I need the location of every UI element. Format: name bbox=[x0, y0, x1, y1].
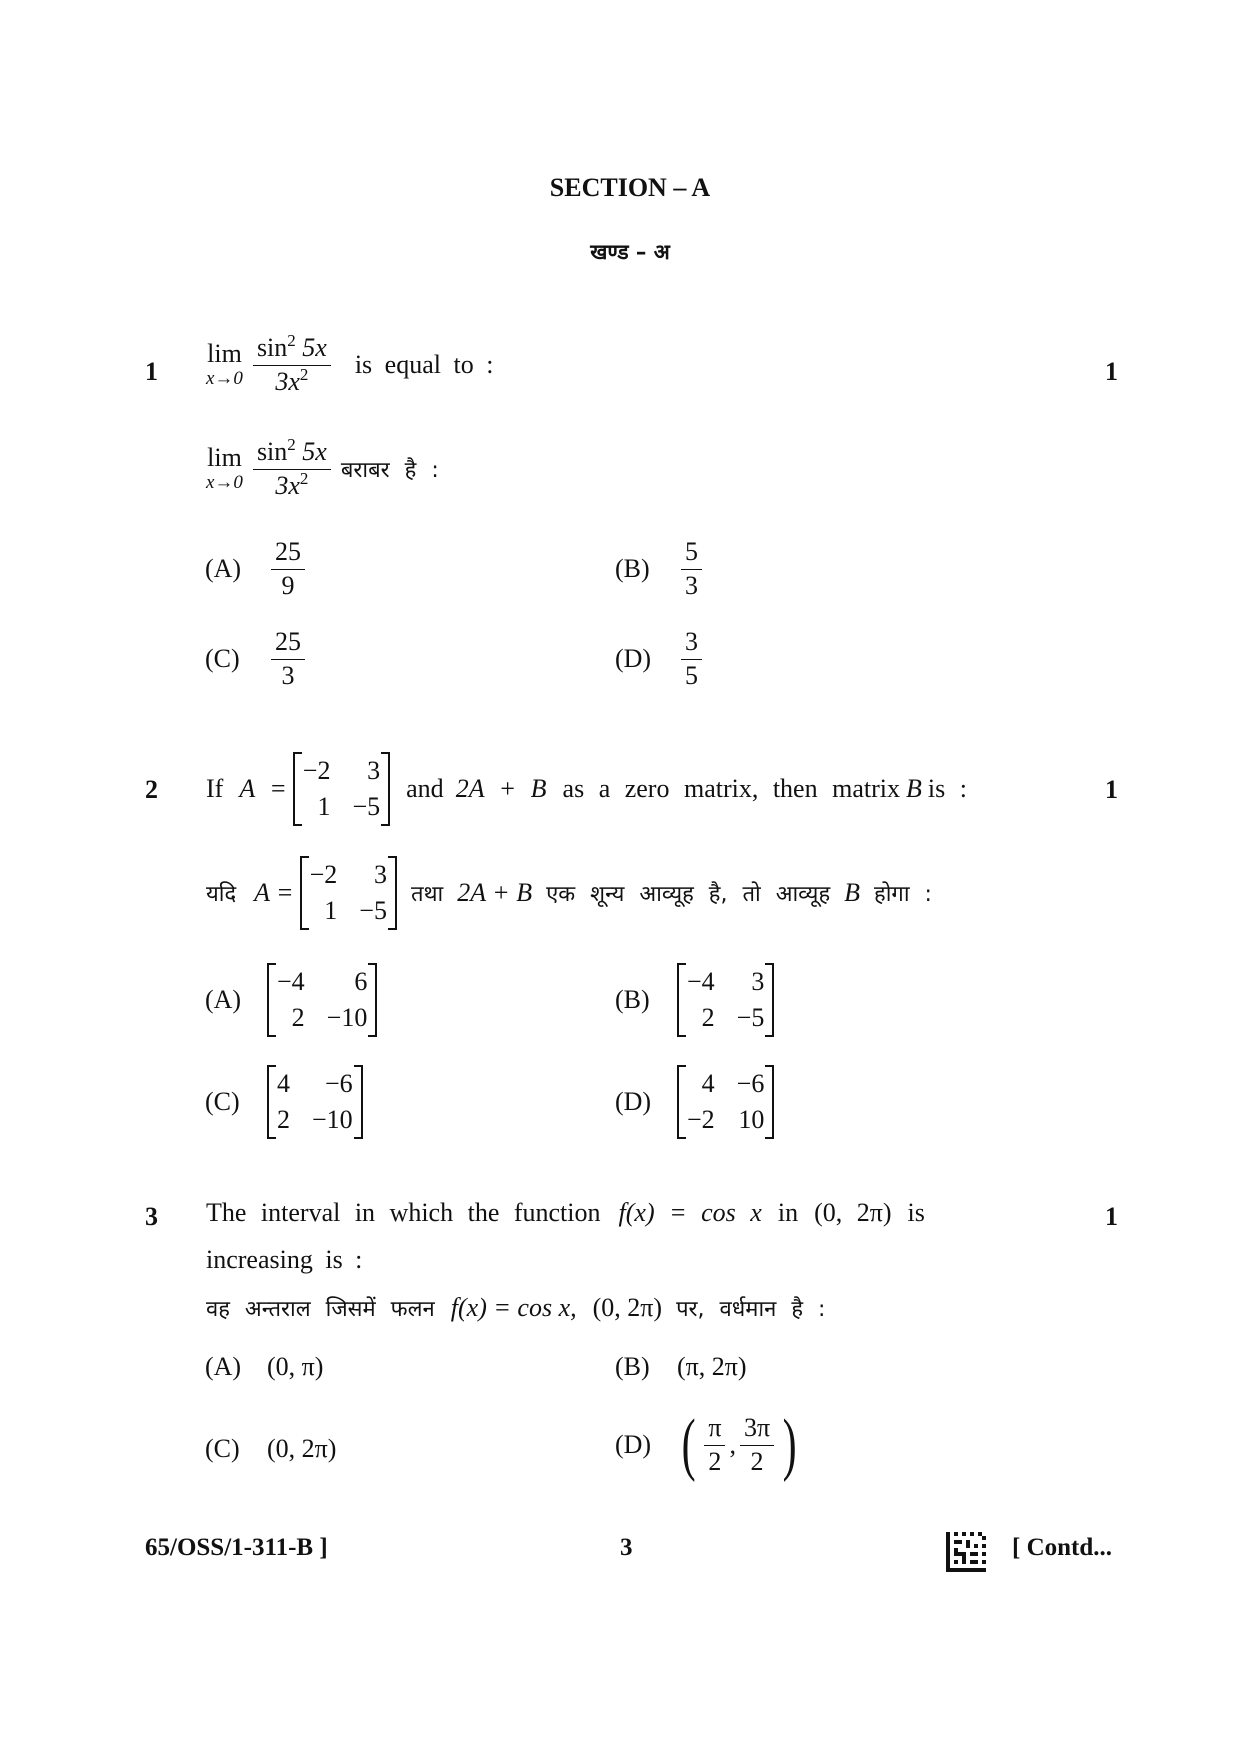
question-number: 1 bbox=[145, 357, 158, 386]
matrix-cell: −4 bbox=[687, 967, 715, 996]
right-paren: ) bbox=[782, 1406, 797, 1483]
matrix-cell: −4 bbox=[277, 967, 305, 996]
matrix-a bbox=[300, 856, 397, 930]
question-text-hindi: बराबर है : bbox=[340, 458, 439, 484]
numerator-argument: 5x bbox=[302, 437, 327, 466]
matrix-cell: 1 bbox=[324, 896, 338, 925]
question-text: The interval in which the function bbox=[206, 1198, 601, 1227]
matrix-a-label: A = bbox=[254, 878, 294, 907]
question-text-hindi: होगा : bbox=[874, 882, 932, 907]
option-denominator: 5 bbox=[685, 660, 698, 690]
option-label: (C) bbox=[205, 644, 240, 674]
question-number: 3 bbox=[145, 1202, 158, 1231]
option-numerator: 5 bbox=[681, 538, 702, 570]
option-a[interactable] bbox=[205, 963, 377, 1037]
option-denominator: 2 bbox=[750, 1446, 764, 1476]
limit-word: lim bbox=[207, 339, 242, 369]
option-label: (D) bbox=[615, 644, 652, 674]
matrix-cell: 3 bbox=[367, 756, 381, 785]
left-paren: ( bbox=[681, 1406, 696, 1483]
option-label: (C) bbox=[205, 1087, 240, 1116]
option-label: (A) bbox=[205, 554, 242, 584]
option-value: (0, 2π) bbox=[267, 1434, 337, 1463]
matrix-cell: −6 bbox=[325, 1069, 353, 1098]
option-b[interactable] bbox=[615, 1352, 747, 1382]
option-value: (π, 2π) bbox=[677, 1352, 747, 1381]
matrix-cell: −5 bbox=[352, 792, 381, 821]
text-and: and bbox=[406, 774, 444, 803]
matrix-cell: 2 bbox=[291, 1003, 305, 1032]
question-marks: 1 bbox=[1105, 357, 1118, 386]
option-c[interactable] bbox=[205, 628, 309, 690]
option-value: (0, π) bbox=[267, 1352, 324, 1381]
function-expression: f(x) = cos x, bbox=[450, 1293, 577, 1322]
question-text: is : bbox=[927, 774, 967, 803]
matrix-cell: −2 bbox=[302, 756, 331, 785]
option-numerator: 25 bbox=[271, 538, 305, 570]
numerator-function: sin bbox=[256, 437, 288, 466]
matrix-cell: −5 bbox=[736, 1003, 765, 1032]
text-is: is bbox=[907, 1198, 925, 1227]
limit-word: lim bbox=[207, 443, 242, 473]
matrix-cell: −10 bbox=[326, 1003, 368, 1032]
matrix-cell: −6 bbox=[736, 1069, 765, 1098]
matrix-cell: 10 bbox=[738, 1105, 765, 1134]
question-text: increasing is : bbox=[206, 1245, 363, 1274]
option-matrix bbox=[267, 1065, 363, 1139]
option-d[interactable] bbox=[615, 628, 706, 690]
question-text: as a zero matrix, then matrix bbox=[562, 774, 900, 803]
question-3-english bbox=[206, 1198, 925, 1228]
option-label: (B) bbox=[615, 554, 650, 584]
limit-expression bbox=[206, 444, 243, 493]
continued-label: [ Contd... bbox=[1012, 1534, 1113, 1561]
question-1-hindi bbox=[206, 435, 439, 500]
option-label: (D) bbox=[615, 1087, 652, 1116]
text-if-hindi: यदि bbox=[206, 882, 237, 907]
option-label: (B) bbox=[615, 985, 650, 1014]
question-2-hindi bbox=[206, 856, 932, 930]
option-denominator: 3 bbox=[685, 570, 698, 600]
question-marks: 1 bbox=[1105, 1202, 1118, 1231]
option-numerator: 25 bbox=[271, 628, 305, 660]
matrix-cell: −10 bbox=[312, 1105, 353, 1134]
numerator-function: sin bbox=[256, 333, 288, 362]
matrix-b-label: B bbox=[844, 878, 861, 907]
matrix-cell: 2 bbox=[701, 1003, 715, 1032]
option-denominator: 9 bbox=[281, 570, 295, 600]
question-number: 2 bbox=[145, 775, 158, 804]
question-text-hindi: एक शून्य आव्यूह है, तो आव्यूह bbox=[546, 882, 831, 907]
numerator-exponent: 2 bbox=[287, 331, 296, 350]
denominator-base: 3x bbox=[275, 366, 300, 396]
interval-expression: (0, 2π) bbox=[592, 1293, 663, 1322]
comma: , bbox=[729, 1430, 736, 1459]
option-d[interactable] bbox=[615, 1065, 774, 1139]
option-d[interactable] bbox=[615, 1406, 801, 1483]
question-3-hindi bbox=[206, 1293, 825, 1323]
option-denominator: 3 bbox=[281, 660, 295, 690]
limit-subscript: x→0 bbox=[206, 471, 243, 493]
option-b[interactable] bbox=[615, 963, 774, 1037]
text-if: If bbox=[206, 774, 224, 803]
option-label: (B) bbox=[615, 1352, 650, 1381]
option-label: (A) bbox=[205, 1352, 242, 1381]
option-matrix bbox=[267, 963, 377, 1037]
page-number: 3 bbox=[620, 1534, 633, 1561]
limit-fraction bbox=[253, 435, 331, 500]
matrix-cell: 2 bbox=[277, 1105, 290, 1134]
option-label: (A) bbox=[205, 985, 242, 1014]
question-text-hindi: पर, वर्धमान है : bbox=[676, 1297, 826, 1322]
matrix-cell: −5 bbox=[359, 896, 387, 925]
function-expression: f(x) = cos x bbox=[618, 1198, 762, 1227]
question-text-hindi: वह अन्तराल जिसमें फलन bbox=[206, 1297, 435, 1322]
matrix-a bbox=[293, 752, 390, 826]
question-1-english bbox=[206, 331, 494, 396]
option-denominator: 2 bbox=[708, 1446, 722, 1476]
option-c[interactable] bbox=[205, 1434, 336, 1464]
qr-code-icon bbox=[946, 1532, 986, 1572]
option-numerator: 3 bbox=[681, 628, 702, 660]
matrix-cell: 6 bbox=[354, 967, 368, 996]
matrix-a-label: A = bbox=[239, 774, 287, 803]
expression: 2A + B bbox=[455, 774, 547, 803]
denominator-base: 3x bbox=[275, 470, 300, 500]
question-marks: 1 bbox=[1105, 775, 1118, 804]
expression: 2A + B bbox=[457, 878, 533, 907]
matrix-cell: 3 bbox=[373, 860, 387, 889]
question-text: is equal to : bbox=[354, 350, 494, 380]
numerator-exponent: 2 bbox=[287, 435, 296, 454]
option-label: (C) bbox=[205, 1434, 240, 1463]
text-and-hindi: तथा bbox=[410, 882, 444, 907]
matrix-cell: −2 bbox=[687, 1105, 715, 1134]
section-title-hindi: खण्ड – अ bbox=[590, 240, 670, 264]
text-in: in bbox=[777, 1198, 799, 1227]
denominator-exponent: 2 bbox=[299, 364, 309, 384]
option-matrix bbox=[677, 1065, 774, 1139]
limit-subscript: x→0 bbox=[206, 367, 243, 389]
matrix-cell: 3 bbox=[751, 967, 765, 996]
option-a[interactable] bbox=[205, 1352, 323, 1382]
option-a[interactable] bbox=[205, 538, 309, 600]
numerator-argument: 5x bbox=[302, 333, 327, 362]
matrix-b-label: B bbox=[905, 774, 922, 803]
denominator-exponent: 2 bbox=[299, 468, 309, 488]
question-3-english-line2 bbox=[206, 1245, 362, 1275]
option-numerator: 3π bbox=[740, 1414, 774, 1446]
paper-code: 65/OSS/1-311-B ] bbox=[145, 1534, 328, 1561]
matrix-cell: 1 bbox=[317, 792, 331, 821]
matrix-cell: 4 bbox=[277, 1069, 290, 1098]
limit-fraction bbox=[253, 331, 331, 396]
interval-expression: (0, 2π) bbox=[814, 1198, 892, 1227]
section-title: SECTION – A bbox=[549, 173, 711, 202]
option-label: (D) bbox=[615, 1430, 652, 1459]
matrix-cell: 4 bbox=[701, 1069, 715, 1098]
option-b[interactable] bbox=[615, 538, 706, 600]
limit-expression bbox=[206, 340, 243, 389]
matrix-cell: −2 bbox=[309, 860, 338, 889]
option-c[interactable] bbox=[205, 1065, 363, 1139]
option-numerator: π bbox=[704, 1414, 725, 1446]
option-matrix bbox=[677, 963, 774, 1037]
question-2-english bbox=[206, 752, 967, 826]
